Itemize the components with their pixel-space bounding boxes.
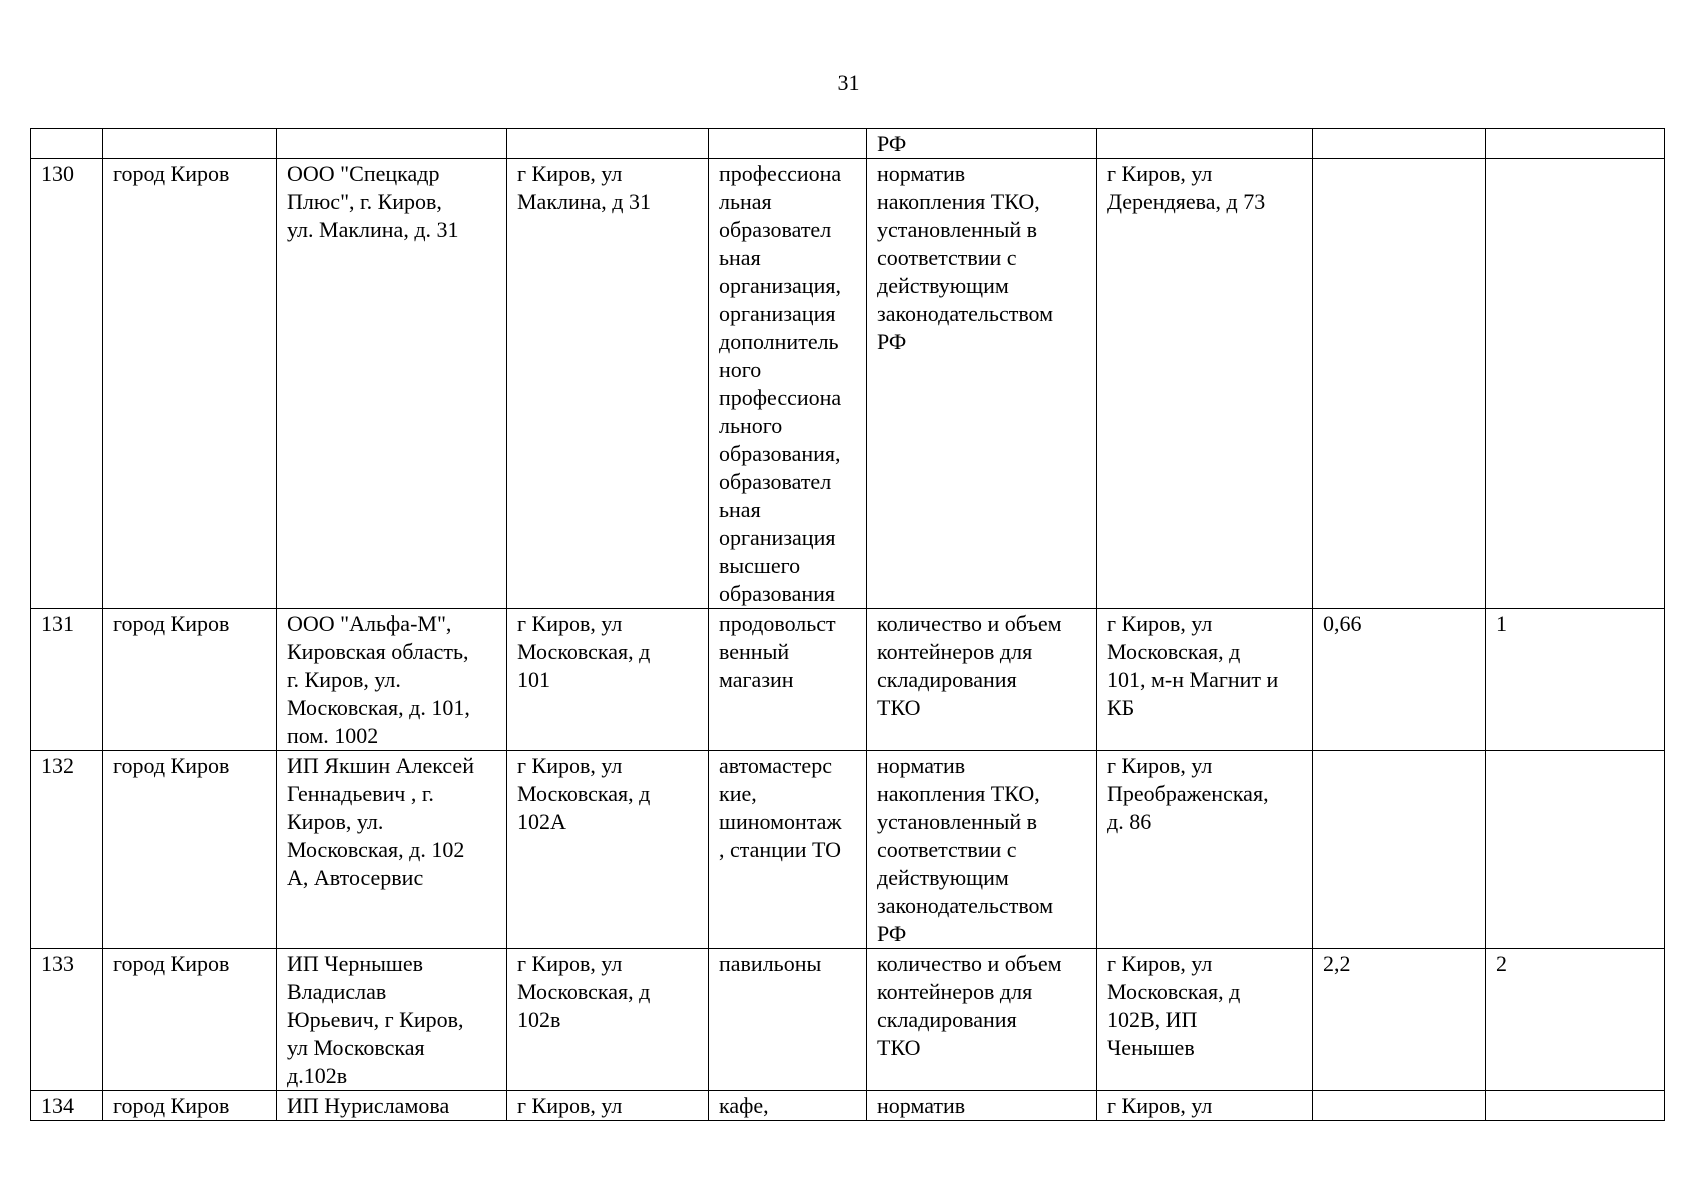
- cell-norm-basis: количество и объем контейнеров для складирования ТКО: [867, 949, 1097, 1091]
- cell-count: [1486, 159, 1665, 609]
- cell-count: [1486, 751, 1665, 949]
- cell-object-type: автомастерс кие, шиномонтаж , станции ТО: [709, 751, 867, 949]
- cell-municipality: город Киров: [103, 751, 277, 949]
- cell-container-site: [1097, 129, 1313, 159]
- cell-container-site: г Киров, ул Преображенская, д. 86: [1097, 751, 1313, 949]
- cell-norm-basis: норматив накопления ТКО, установленный в соответствии с действующим законодательством РФ: [867, 751, 1097, 949]
- cell-norm-basis: норматив накопления ТКО, установленный в соответствии с действующим законодательством РФ: [867, 159, 1097, 609]
- cell-container-site: г Киров, ул: [1097, 1091, 1313, 1121]
- cell-volume: 2,2: [1313, 949, 1486, 1091]
- cell-volume: 0,66: [1313, 609, 1486, 751]
- cell-volume: [1313, 1091, 1486, 1121]
- table-row: [31, 159, 1665, 609]
- cell-num: [31, 129, 103, 159]
- cell-object-type: продовольст венный магазин: [709, 609, 867, 751]
- cell-num: 134: [31, 1091, 103, 1121]
- cell-object-type: павильоны: [709, 949, 867, 1091]
- cell-organization: ООО "Альфа-М", Кировская область, г. Киров, ул. Московская, д. 101, пом. 1002: [277, 609, 507, 751]
- cell-container-site: г Киров, ул Дерендяева, д 73: [1097, 159, 1313, 609]
- cell-address: г Киров, ул Маклина, д 31: [507, 159, 709, 609]
- cell-organization: ИП Якшин Алексей Геннадьевич , г. Киров, ул. Московская, д. 102 А, Автосервис: [277, 751, 507, 949]
- cell-address: г Киров, ул Московская, д 102А: [507, 751, 709, 949]
- cell-container-site: г Киров, ул Московская, д 102В, ИП Ченышев: [1097, 949, 1313, 1091]
- cell-address: [507, 129, 709, 159]
- page-number: 31: [837, 70, 860, 95]
- cell-count: 1: [1486, 609, 1665, 751]
- cell-num: 132: [31, 751, 103, 949]
- cell-num: 133: [31, 949, 103, 1091]
- cell-norm-basis: количество и объем контейнеров для складирования ТКО: [867, 609, 1097, 751]
- cell-address: г Киров, ул Московская, д 101: [507, 609, 709, 751]
- cell-municipality: город Киров: [103, 949, 277, 1091]
- cell-object-type: кафе,: [709, 1091, 867, 1121]
- cell-volume: [1313, 751, 1486, 949]
- cell-organization: ООО "Спецкадр Плюс", г. Киров, ул. Маклина, д. 31: [277, 159, 507, 609]
- cell-num: 130: [31, 159, 103, 609]
- cell-organization: [277, 129, 507, 159]
- cell-norm-basis: норматив: [867, 1091, 1097, 1121]
- cell-volume: [1313, 129, 1486, 159]
- cell-norm-basis: РФ: [867, 129, 1097, 159]
- table-row-continuation: [31, 129, 1665, 159]
- cell-organization: ИП Чернышев Владислав Юрьевич, г Киров, ул Московская д.102в: [277, 949, 507, 1091]
- cell-num: 131: [31, 609, 103, 751]
- table-row: [31, 751, 1665, 949]
- registry-table: [30, 128, 1665, 1121]
- cell-address: г Киров, ул: [507, 1091, 709, 1121]
- cell-object-type: профессиона льная образовател ьная организация, организация дополнитель ного профессиона льного образования, образовател ьная организация высшего образования: [709, 159, 867, 609]
- cell-volume: [1313, 159, 1486, 609]
- cell-count: [1486, 1091, 1665, 1121]
- cell-municipality: город Киров: [103, 609, 277, 751]
- cell-count: [1486, 129, 1665, 159]
- cell-count: 2: [1486, 949, 1665, 1091]
- table-row: [31, 1091, 1665, 1121]
- table-row: [31, 609, 1665, 751]
- cell-municipality: город Киров: [103, 159, 277, 609]
- table-row: [31, 949, 1665, 1091]
- cell-municipality: город Киров: [103, 1091, 277, 1121]
- cell-address: г Киров, ул Московская, д 102в: [507, 949, 709, 1091]
- cell-municipality: [103, 129, 277, 159]
- cell-organization: ИП Нурисламова: [277, 1091, 507, 1121]
- cell-container-site: г Киров, ул Московская, д 101, м-н Магнит и КБ: [1097, 609, 1313, 751]
- cell-object-type: [709, 129, 867, 159]
